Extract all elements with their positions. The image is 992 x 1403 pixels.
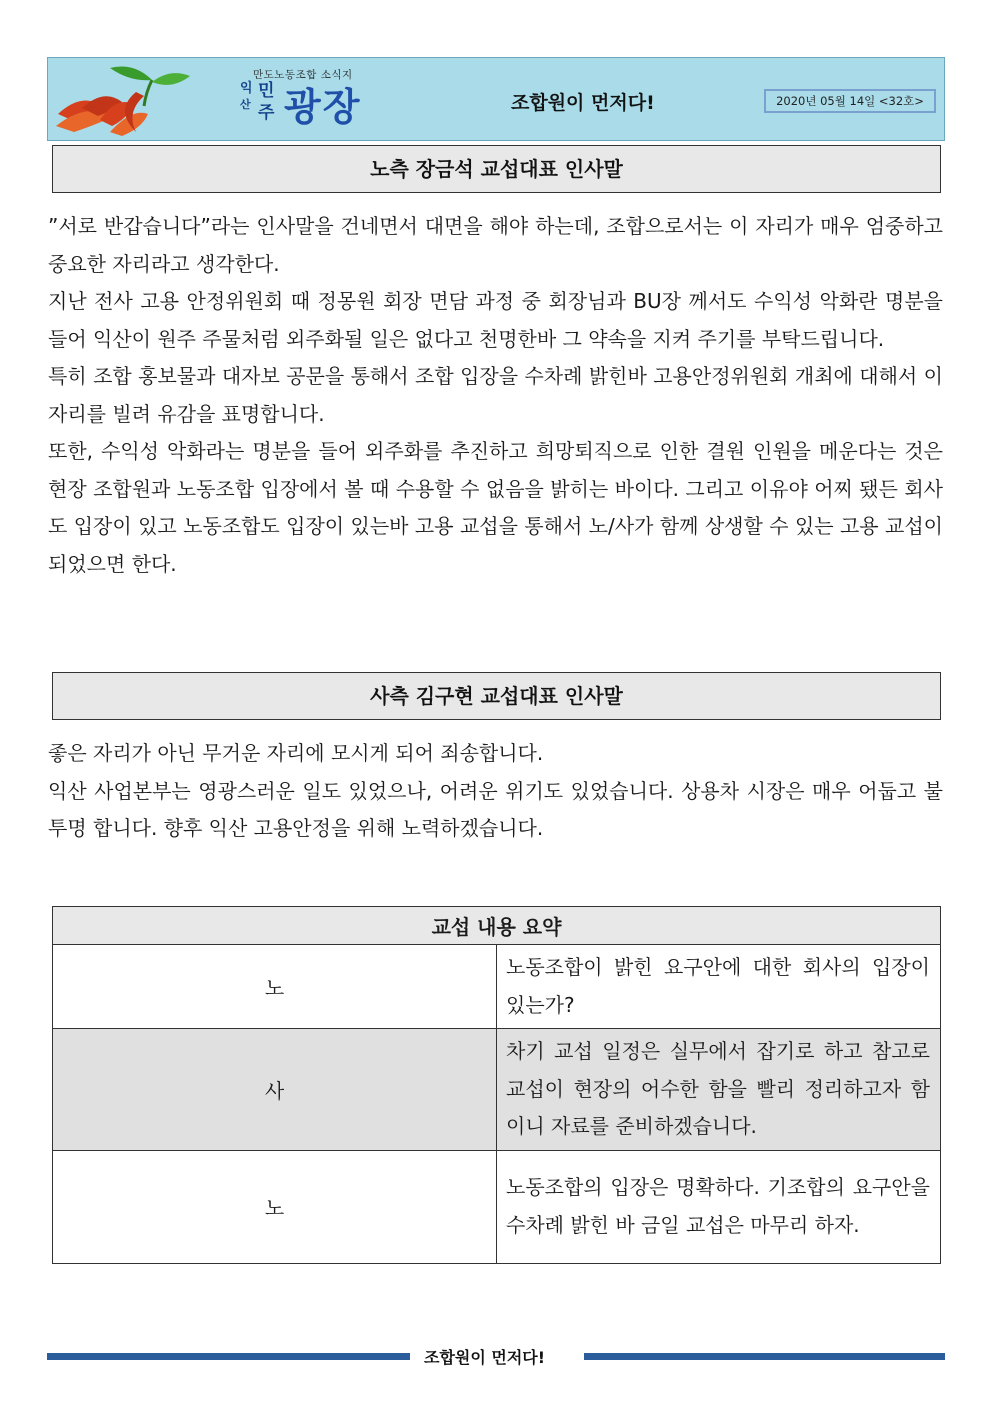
management-speech bbox=[48, 735, 943, 848]
logo-char-min: 민 bbox=[258, 81, 275, 101]
issue-date-badge: 2020년 05월 14일 <32호> bbox=[764, 89, 936, 113]
statement-cell: 노동조합이 밝힌 요구안에 대한 회사의 입장이 있는가? bbox=[497, 945, 941, 1029]
footer-slogan: 조합원이 먼저다! bbox=[424, 1348, 546, 1367]
negotiation-summary-table bbox=[52, 906, 941, 1264]
newsletter-title: 광장 bbox=[284, 85, 362, 129]
section-title-management: 사측 김구현 교섭대표 인사말 bbox=[52, 672, 941, 720]
speaker-cell: 노 bbox=[53, 1150, 497, 1263]
table-title: 교섭 내용 요약 bbox=[53, 907, 941, 945]
paragraph: 지난 전사 고용 안정위원회 때 정몽원 회장 면담 과정 중 회장님과 BU장 께서도 수익성 악화란 명분을 들어 익산이 원주 주물처럼 외주화될 일은 없다고 천명한바 그 약속을 지켜 주기를 부탁드립니다. bbox=[48, 289, 943, 351]
paragraph: ”서로 반갑습니다”라는 인사말을 건네면서 대면을 해야 하는데, 조합으로서는 이 자리가 매우 엄중하고 중요한 자리라고 생각한다. bbox=[48, 214, 943, 276]
header-slogan: 조합원이 먼저다! bbox=[511, 92, 655, 114]
newsletter-header bbox=[47, 57, 945, 141]
paragraph: 좋은 자리가 아닌 무거운 자리에 모시게 되어 죄송합니다. bbox=[48, 741, 544, 765]
union-logo-icon bbox=[52, 62, 202, 138]
table-row bbox=[53, 1029, 941, 1151]
logo-char-ik: 익 bbox=[240, 81, 253, 96]
paragraph: 또한, 수익성 악화라는 명분을 들어 외주화를 추진하고 희망퇴직으로 인한 결원 인원을 메운다는 것은 현장 조합원과 노동조합 입장에서 볼 때 수용할 수 없음을 밝히는 바이다. 그리고 이유야 어찌 됐든 회사도 입장이 있고 노동조합도 입장이 있는바 고용 교섭을 통해서 노/사가 함께 상생할 수 있는 고용 교섭이 되었으면 한다. bbox=[48, 439, 943, 576]
statement-cell: 노동조합의 입장은 명확하다. 기조합의 요구안을 수차례 밝힌 바 금일 교섭은 마무리 하자. bbox=[497, 1150, 941, 1263]
logo-char-san: 산 bbox=[240, 98, 251, 111]
speaker-cell: 노 bbox=[53, 945, 497, 1029]
section-title-labor: 노측 장금석 교섭대표 인사말 bbox=[52, 145, 941, 193]
table-row bbox=[53, 945, 941, 1029]
paragraph: 특히 조합 홍보물과 대자보 공문을 통해서 조합 입장을 수차례 밝힌바 고용안정위원회 개최에 대해서 이 자리를 빌려 유감을 표명합니다. bbox=[48, 364, 943, 426]
table-row bbox=[53, 1150, 941, 1263]
footer-divider-left bbox=[47, 1353, 410, 1360]
logo-char-ju: 주 bbox=[258, 103, 275, 123]
labor-speech bbox=[48, 208, 943, 583]
statement-cell: 차기 교섭 일정은 실무에서 잡기로 하고 참고로 교섭이 현장의 어수한 함을 빨리 정리하고자 함이니 자료를 준비하겠습니다. bbox=[497, 1029, 941, 1151]
speaker-cell: 사 bbox=[53, 1029, 497, 1151]
footer-divider-right bbox=[584, 1353, 945, 1360]
org-line: 만도노동조합 소식지 bbox=[253, 69, 353, 81]
paragraph: 익산 사업본부는 영광스러운 일도 있었으나, 어려운 위기도 있었습니다. 상용차 시장은 매우 어둡고 불투명 합니다. 향후 익산 고용안정을 위해 노력하겠습니다. bbox=[48, 778, 943, 840]
